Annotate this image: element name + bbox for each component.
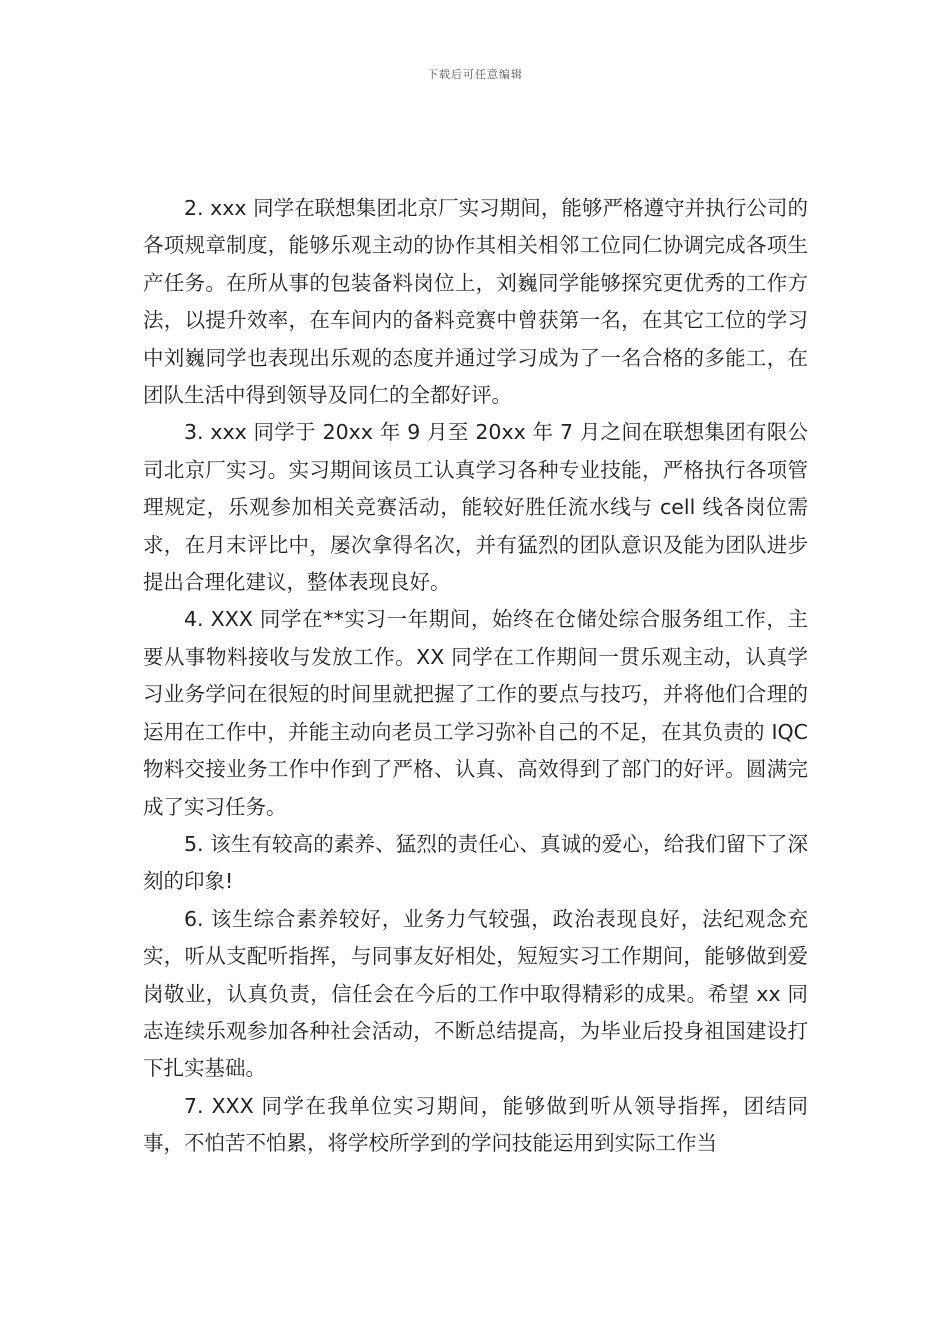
paragraph-6: 6. 该生综合素养较好，业务力气较强，政治表现良好，法纪观念充实，听从支配听指挥，与同事友好相处，短短实习工作期间，能够做到爱岗敬业，认真负责，信任会在今后的工作中取得精彩的成果。希望 xx 同志连续乐观参加各种社会活动，不断总结提高，为毕业后投身祖国建设打下扎实基础。 bbox=[143, 906, 808, 1081]
document-body bbox=[143, 190, 808, 1163]
header-note: 下载后可任意编辑 bbox=[427, 68, 523, 81]
paragraph-5: 5. 该生有较高的素养、猛烈的责任心、真诚的爱心，给我们留下了深刻的印象! bbox=[143, 831, 808, 894]
paragraph-7: 7. XXX 同学在我单位实习期间，能够做到听从领导指挥，团结同事，不怕苦不怕累，将学校所学到的学问技能运用到实际工作当 bbox=[143, 1093, 808, 1156]
paragraph-4: 4. XXX 同学在**实习一年期间，始终在仓储处综合服务组工作，主要从事物料接收与发放工作。XX 同学在工作期间一贯乐观主动，认真学习业务学问在很短的时间里就把握了工作的要点与技巧，并将他们合理的运用在工作中，并能主动向老员工学习弥补自己的不足，在其负责的 IQC 物料交接业务工作中作到了严格、认真、高效得到了部门的好评。圆满完成了实习任务。 bbox=[143, 607, 808, 819]
paragraph-2: 2. xxx 同学在联想集团北京厂实习期间，能够严格遵守并执行公司的各项规章制度，能够乐观主动的协作其相关相邻工位同仁协调完成各项生产任务。在所从事的包装备料岗位上，刘巍同学能够探究更优秀的工作方法，以提升效率，在车间内的备料竞赛中曾获第一名，在其它工位的学习中刘巍同学也表现出乐观的态度并通过学习成为了一名合格的多能工，在团队生活中得到领导及同仁的全都好评。 bbox=[143, 196, 808, 408]
paragraph-3: 3. xxx 同学于 20xx 年 9 月至 20xx 年 7 月之间在联想集团有限公司北京厂实习。实习期间该员工认真学习各种专业技能，严格执行各项管理规定，乐观参加相关竞赛活动，能较好胜任流水线与 cell 线各岗位需求，在月末评比中，屡次拿得名次，并有猛烈的团队意识及能为团队进步提出合理化建议，整体表现良好。 bbox=[143, 420, 808, 595]
